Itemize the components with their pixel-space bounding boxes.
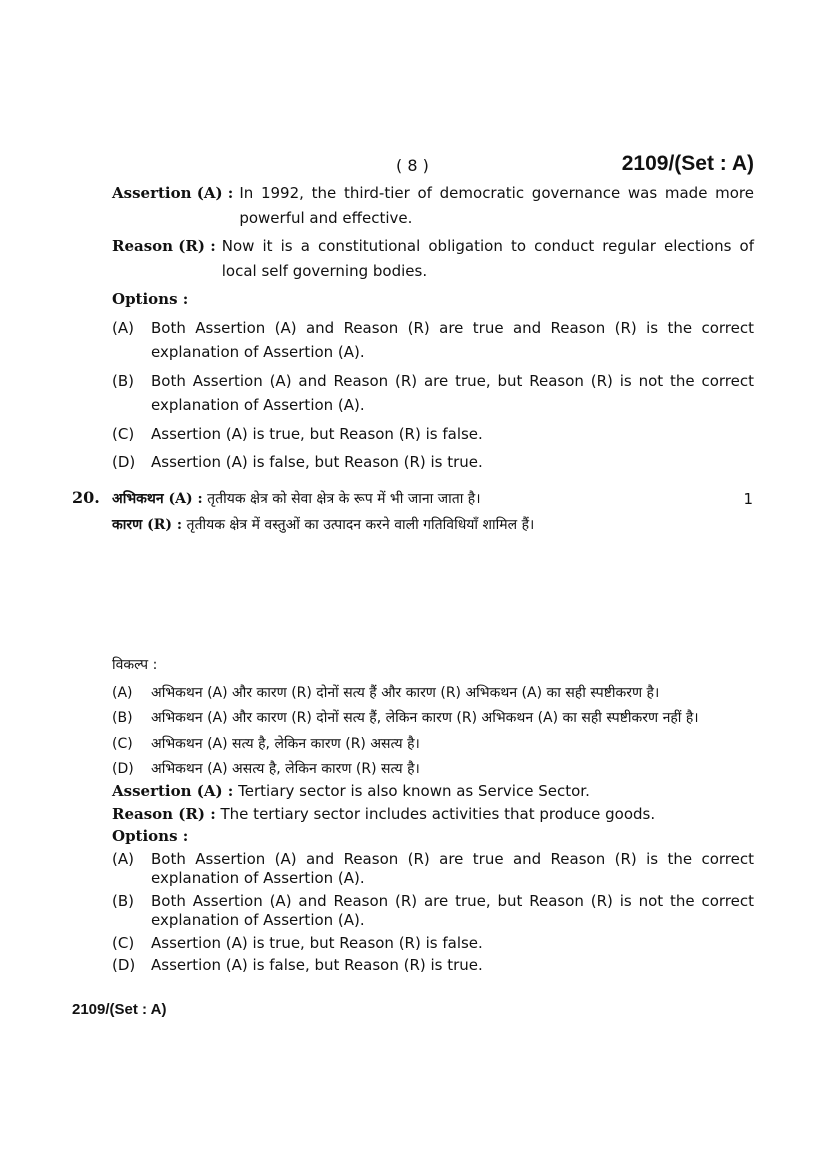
question-marks: 1 — [743, 490, 753, 508]
english-assertion — [112, 782, 754, 802]
option-key: (C) — [112, 735, 133, 752]
option-text: अभिकथन (A) और कारण (R) दोनों सत्य हैं और कारण (R) अभिकथन (A) का सही स्पष्टीकरण है। — [151, 684, 660, 701]
option-text: Assertion (A) is false, but Reason (R) is true. — [151, 453, 483, 471]
english-assertion-text: Tertiary sector is also known as Service Sector. — [238, 782, 590, 800]
option-text: अभिकथन (A) और कारण (R) दोनों सत्य हैं, लेकिन कारण (R) अभिकथन (A) का सही स्पष्टीकरण नहीं है। — [151, 710, 699, 726]
q20-hindi-statements — [112, 487, 732, 538]
question-number: 20. — [72, 488, 100, 507]
option-key: (C) — [112, 933, 135, 952]
option-key: (A) — [112, 684, 133, 701]
hindi-assertion — [112, 487, 732, 513]
hindi-reason — [112, 513, 732, 539]
option-b — [112, 369, 754, 418]
paper-code-footer: 2109/(Set : A) — [72, 1001, 167, 1018]
assertion-text: In 1992, the third-tier of democratic governance was made more powerful and effective. — [239, 184, 754, 227]
english-reason-label: Reason (R) : — [112, 804, 216, 823]
reason-text: Now it is a constitutional obligation to conduct regular elections of local self governing bodies. — [221, 237, 754, 280]
option-key: (B) — [112, 891, 134, 910]
q19-assertion — [112, 181, 754, 230]
option-text: Both Assertion (A) and Reason (R) are true and Reason (R) is the correct explanation of Assertion (A). — [151, 849, 754, 887]
option-d — [112, 450, 754, 475]
options-label: Options : — [112, 290, 189, 308]
english-option-b — [112, 892, 754, 931]
english-option-a — [112, 850, 754, 889]
option-key: (D) — [112, 956, 136, 974]
q20-english-block — [112, 782, 754, 979]
option-text: अभिकथन (A) असत्य है, लेकिन कारण (R) सत्य है। — [151, 761, 420, 777]
english-option-d — [112, 956, 754, 976]
hindi-option-d — [112, 757, 754, 783]
hindi-assertion-text: तृतीयक क्षेत्र को सेवा क्षेत्र के रूप में भी जाना जाता है। — [207, 491, 481, 507]
hindi-option-a — [112, 681, 754, 707]
option-text: Both Assertion (A) and Reason (R) are true, but Reason (R) is not the correct explanation of Assertion (A). — [151, 891, 754, 929]
option-text: Both Assertion (A) and Reason (R) are true and Reason (R) is the correct explanation of Assertion (A). — [151, 318, 754, 361]
option-key: (A) — [112, 318, 134, 337]
option-key: (B) — [112, 710, 133, 726]
english-reason — [112, 805, 754, 825]
english-option-c — [112, 934, 754, 954]
english-reason-text: The tertiary sector includes activities that produce goods. — [220, 804, 656, 823]
hindi-reason-label: कारण (R) : — [112, 516, 183, 533]
option-text: Assertion (A) is true, but Reason (R) is false. — [151, 424, 483, 443]
hindi-assertion-label: अभिकथन (A) : — [112, 491, 203, 507]
hindi-option-c — [112, 732, 754, 758]
option-text: Assertion (A) is false, but Reason (R) is true. — [151, 956, 483, 974]
option-key: (D) — [112, 761, 134, 777]
hindi-options-label: विकल्प : — [112, 657, 158, 673]
option-c — [112, 422, 754, 447]
option-text: Both Assertion (A) and Reason (R) are true, but Reason (R) is not the correct explanation of Assertion (A). — [151, 371, 754, 414]
q19-reason — [112, 234, 754, 283]
reason-label: Reason (R) : — [112, 237, 216, 255]
hindi-reason-text: तृतीयक क्षेत्र में वस्तुओं का उत्पादन करने वाली गतिविधियाँ शामिल हैं। — [186, 516, 535, 533]
option-text: Assertion (A) is true, but Reason (R) is false. — [151, 933, 483, 952]
page-number: ( 8 ) — [396, 156, 429, 175]
question-19-block — [112, 181, 754, 475]
english-assertion-label: Assertion (A) : — [112, 782, 234, 800]
option-key: (B) — [112, 371, 134, 390]
option-key: (D) — [112, 453, 136, 471]
option-a — [112, 316, 754, 365]
option-key: (C) — [112, 424, 135, 443]
option-text: अभिकथन (A) सत्य है, लेकिन कारण (R) असत्य है। — [151, 735, 420, 752]
paper-code-header: 2109/(Set : A) — [621, 152, 754, 175]
assertion-label: Assertion (A) : — [112, 184, 234, 202]
option-key: (A) — [112, 849, 134, 868]
english-options-label: Options : — [112, 827, 189, 845]
hindi-option-b — [112, 706, 754, 732]
q20-hindi-options — [112, 653, 754, 783]
